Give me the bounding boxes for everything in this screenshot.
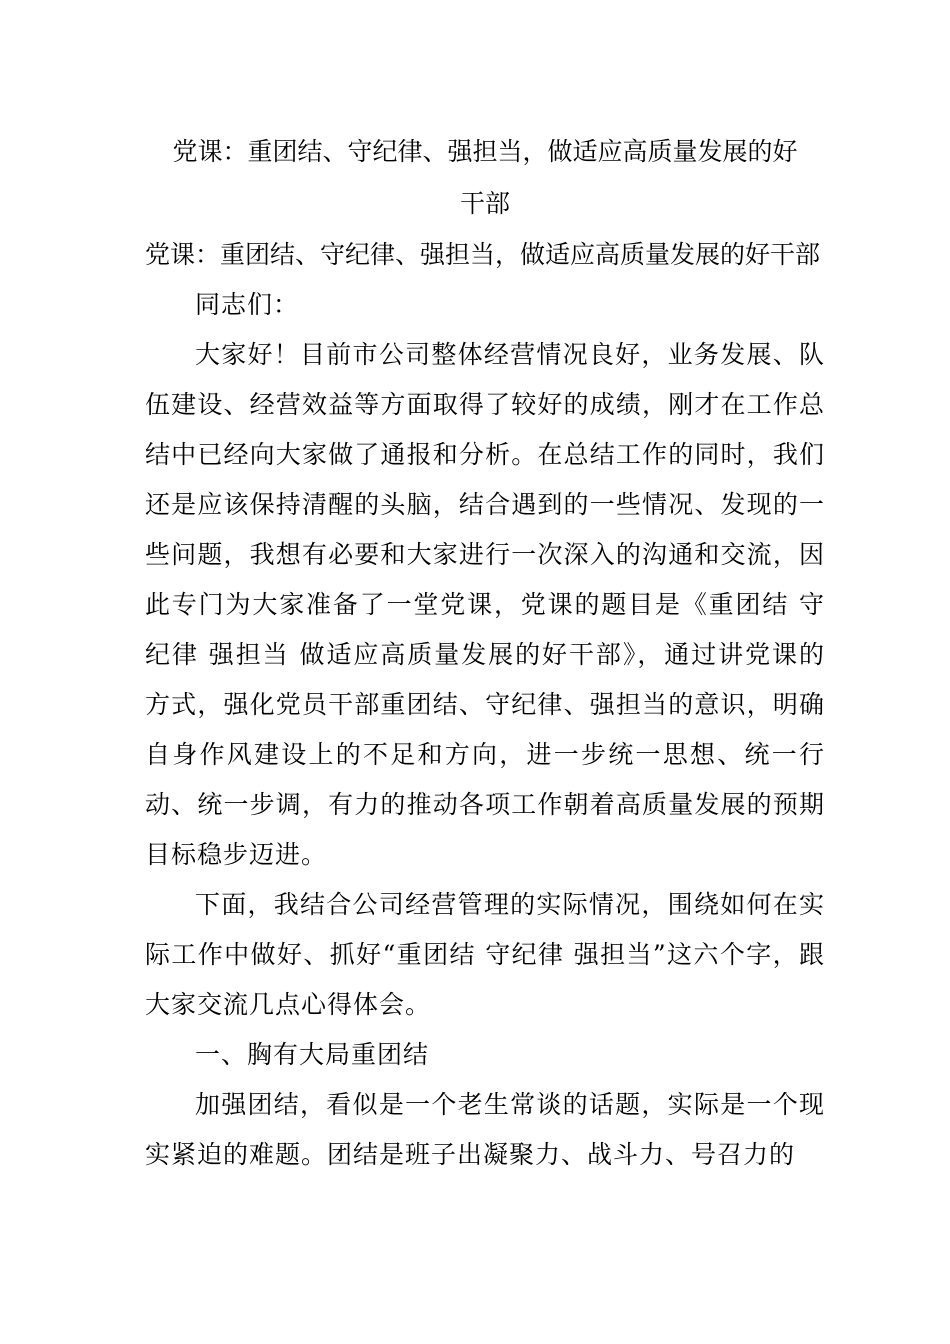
document-title (145, 126, 825, 230)
document-page (145, 126, 825, 1180)
document-title-line-1: 党课：重团结、守纪律、强担当，做适应高质量发展的好 (172, 137, 798, 166)
transition-paragraph: 下面，我结合公司经营管理的实际情况，围绕如何在实际工作中做好、抓好“重团结 守纪律 强担当”这六个字，跟大家交流几点心得体会。 (145, 890, 825, 1019)
salutation-paragraph: 同志们： (195, 290, 300, 319)
section-heading-1: 一、胸有大局重团结 (195, 1040, 430, 1069)
document-title-line-2: 干部 (459, 189, 510, 218)
section-1-paragraph: 加强团结，看似是一个老生常谈的话题，实际是一个现实紧迫的难题。团结是班子出凝聚力、战斗力、号召力的 (145, 1090, 825, 1169)
document-subtitle: 党课：重团结、守纪律、强担当，做适应高质量发展的好干部 (145, 240, 821, 269)
intro-paragraph: 大家好！目前市公司整体经营情况良好，业务发展、队伍建设、经营效益等方面取得了较好的成绩，刚才在工作总结中已经向大家做了通报和分析。在总结工作的同时，我们还是应该保持清醒的头脑，结合遇到的一些情况、发现的一些问题，我想有必要和大家进行一次深入的沟通和交流，因此专门为大家准备了一堂党课，党课的题目是《重团结 守纪律 强担当 做适应高质量发展的好干部》，通过讲党课的方式，强化党员干部重团结、守纪律、强担当的意识，明确自身作风建设上的不足和方向，进一步统一思想、统一行动、统一步调，有力的推动各项工作朝着高质量发展的预期目标稳步迈进。 (145, 340, 825, 869)
